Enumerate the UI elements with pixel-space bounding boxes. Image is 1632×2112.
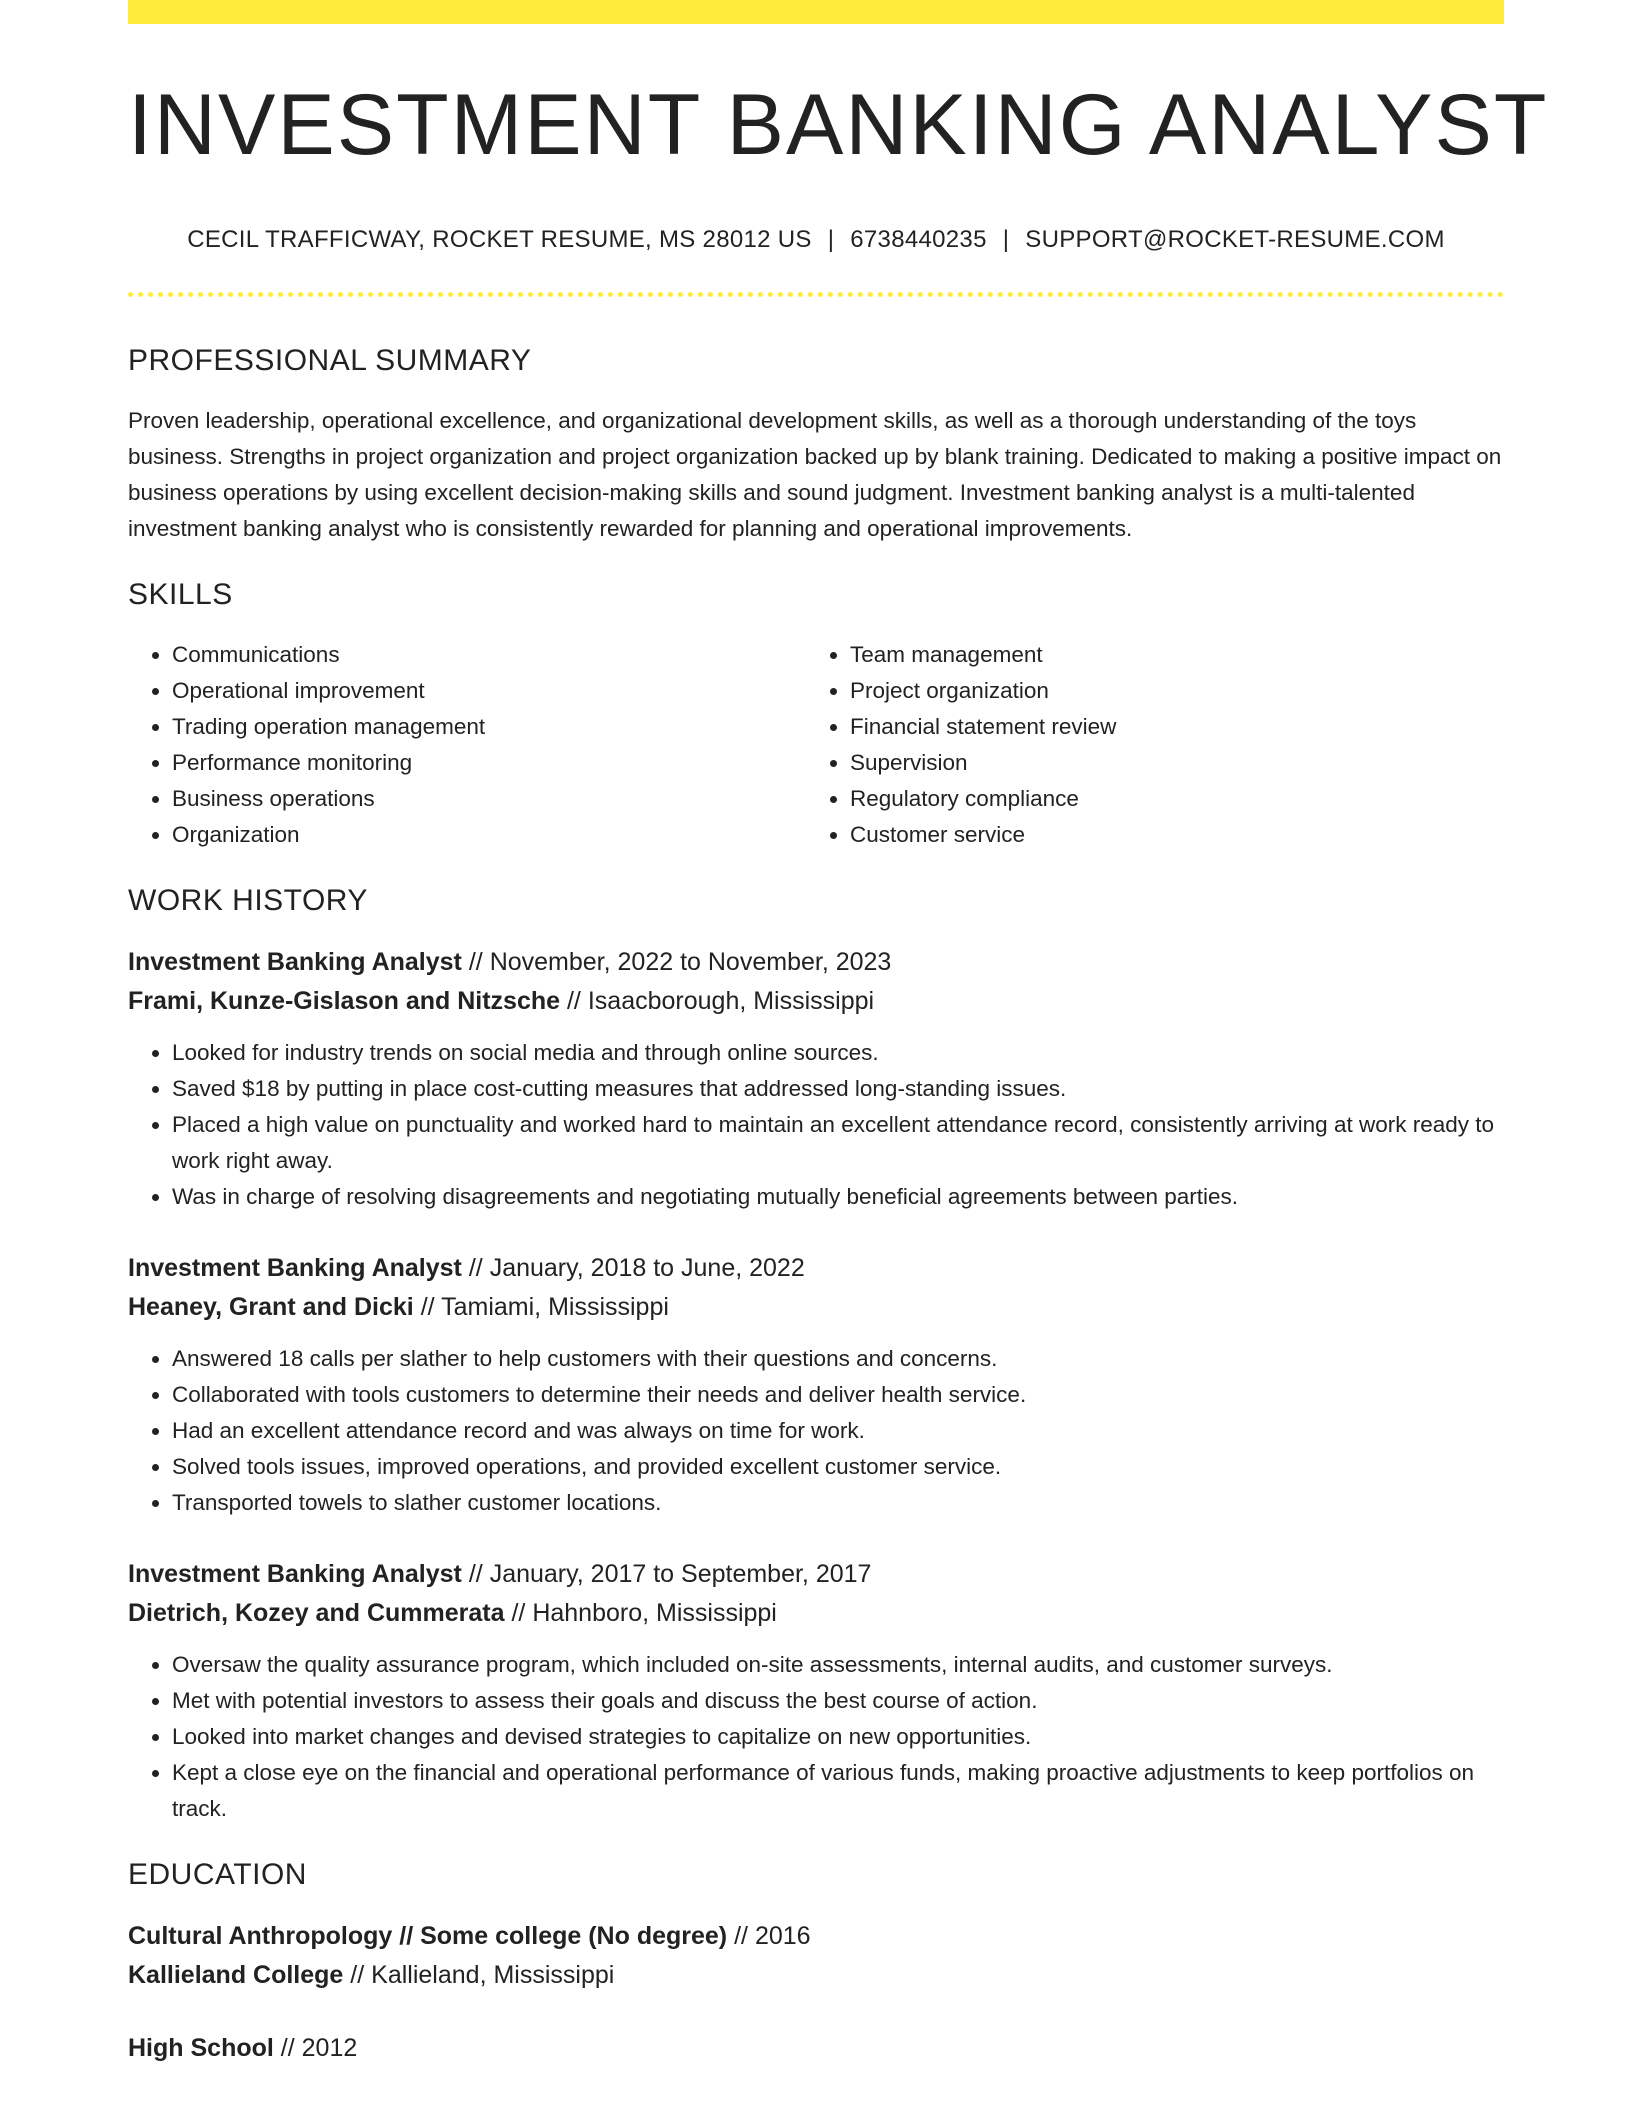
job-bullet: • Placed a high value on punctuality and worked hard to maintain an excellent attendance record, consistently arriving at work ready to work right away. <box>172 1107 1504 1179</box>
skill-item: • Operational improvement <box>172 673 806 709</box>
divider: // <box>511 1599 526 1627</box>
resume-page <box>128 0 1549 2068</box>
skill-item: • Performance monitoring <box>172 745 806 781</box>
education-degree: High School <box>128 2034 274 2062</box>
summary-text: Proven leadership, operational excellence, and organizational development skills, as well as a thorough understanding of the toys business. Strengths in project organization and project organization backed up by blank training. Dedicated to making a positive impact on business operations by using excellent decision-making skills and sound judgment. Investment banking analyst is a multi-talented investment banking analyst who is consistently rewarded for planning and operational improvements. <box>128 408 1502 541</box>
divider: // <box>734 1922 748 1950</box>
job-entry <box>128 1555 1504 1827</box>
skill-item: • Organization <box>172 817 806 853</box>
contact-line <box>128 226 1504 254</box>
contact-email[interactable]: SUPPORT@ROCKET-RESUME.COM <box>1025 226 1445 253</box>
skill-item: • Communications <box>172 637 806 673</box>
summary-heading: PROFESSIONAL SUMMARY <box>128 344 532 377</box>
job-bullet: • Had an excellent attendance record and was always on time for work. <box>172 1413 1504 1449</box>
skill-item: • Project organization <box>850 673 1484 709</box>
job-bullet: • Transported towels to slather customer locations. <box>172 1485 1504 1521</box>
resume-title: INVESTMENT BANKING ANALYST <box>128 77 1549 173</box>
job-bullet: • Answered 18 calls per slather to help customers with their questions and concerns. <box>172 1341 1504 1377</box>
divider: // <box>468 1254 483 1282</box>
education-degree: Cultural Anthropology // Some college (No degree) <box>128 1922 728 1950</box>
skills-column-right <box>806 637 1484 853</box>
job-company-line <box>128 982 1504 1021</box>
job-company: Dietrich, Kozey and Cummerata <box>128 1599 505 1627</box>
job-company-line <box>128 1594 1504 1633</box>
job-title-line <box>128 943 1504 982</box>
job-bullet: • Collaborated with tools customers to determine their needs and deliver health service. <box>172 1377 1504 1413</box>
work-history-heading: WORK HISTORY <box>128 884 368 917</box>
job-dates: January, 2017 to September, 2017 <box>489 1560 872 1588</box>
education-degree-line <box>128 1917 1504 1956</box>
job-bullet: • Saved $18 by putting in place cost-cutting measures that addressed long-standing issues. <box>172 1071 1504 1107</box>
skill-item: • Financial statement review <box>850 709 1484 745</box>
job-bullet: • Met with potential investors to assess their goals and discuss the best course of action. <box>172 1683 1504 1719</box>
contact-separator: | <box>1002 226 1010 253</box>
job-title: Investment Banking Analyst <box>128 948 462 976</box>
job-bullet: • Kept a close eye on the financial and operational performance of various funds, making proactive adjustments to keep portfolios on track. <box>172 1755 1504 1827</box>
divider: // <box>566 987 581 1015</box>
divider: // <box>420 1293 435 1321</box>
job-title-line <box>128 1555 1504 1594</box>
skill-item: • Regulatory compliance <box>850 781 1484 817</box>
education-location: Kallieland, Mississippi <box>371 1961 615 1989</box>
job-location: Tamiami, Mississippi <box>441 1293 669 1321</box>
contact-address: CECIL TRAFFICWAY, ROCKET RESUME, MS 28012 US <box>187 226 812 253</box>
education-degree-line <box>128 2029 1504 2068</box>
job-bullet: • Was in charge of resolving disagreements and negotiating mutually beneficial agreements between parties. <box>172 1179 1504 1215</box>
job-dates: January, 2018 to June, 2022 <box>489 1254 805 1282</box>
job-bullets <box>128 1647 1504 1827</box>
job-bullets <box>128 1341 1504 1521</box>
dotted-divider <box>128 292 1504 297</box>
skill-item: • Trading operation management <box>172 709 806 745</box>
skill-item: • Customer service <box>850 817 1484 853</box>
divider: // <box>350 1961 365 1989</box>
education-heading: EDUCATION <box>128 1858 307 1891</box>
job-location: Isaacborough, Mississippi <box>587 987 875 1015</box>
job-company: Heaney, Grant and Dicki <box>128 1293 414 1321</box>
education-school-line <box>128 1956 1504 1995</box>
job-bullet: • Solved tools issues, improved operations, and provided excellent customer service. <box>172 1449 1504 1485</box>
skill-item: • Business operations <box>172 781 806 817</box>
job-location: Hahnboro, Mississippi <box>532 1599 777 1627</box>
job-dates: November, 2022 to November, 2023 <box>489 948 892 976</box>
job-title: Investment Banking Analyst <box>128 1254 462 1282</box>
job-company: Frami, Kunze-Gislason and Nitzsche <box>128 987 561 1015</box>
education-entry <box>128 2029 1504 2068</box>
job-bullet: • Oversaw the quality assurance program, which included on-site assessments, internal audits, and customer surveys. <box>172 1647 1504 1683</box>
job-bullet: • Looked for industry trends on social media and through online sources. <box>172 1035 1504 1071</box>
job-entry <box>128 943 1504 1215</box>
education-year: 2016 <box>754 1922 811 1950</box>
job-title-line <box>128 1249 1504 1288</box>
divider: // <box>468 948 483 976</box>
education-entry <box>128 1917 1504 1995</box>
job-bullet: • Looked into market changes and devised strategies to capitalize on new opportunities. <box>172 1719 1504 1755</box>
skill-item: • Supervision <box>850 745 1484 781</box>
skills-column-left <box>128 637 806 853</box>
contact-separator: | <box>827 226 835 253</box>
job-company-line <box>128 1288 1504 1327</box>
education-year: 2012 <box>301 2034 358 2062</box>
job-bullets <box>128 1035 1504 1215</box>
education-school: Kallieland College <box>128 1961 344 1989</box>
contact-phone[interactable]: 6738440235 <box>850 226 987 253</box>
divider: // <box>468 1560 483 1588</box>
job-entry <box>128 1249 1504 1521</box>
skills-heading: SKILLS <box>128 578 233 611</box>
skill-item: • Team management <box>850 637 1484 673</box>
job-title: Investment Banking Analyst <box>128 1560 462 1588</box>
skills-list <box>128 637 1504 853</box>
top-accent-bar <box>128 0 1504 24</box>
divider: // <box>280 2034 295 2062</box>
